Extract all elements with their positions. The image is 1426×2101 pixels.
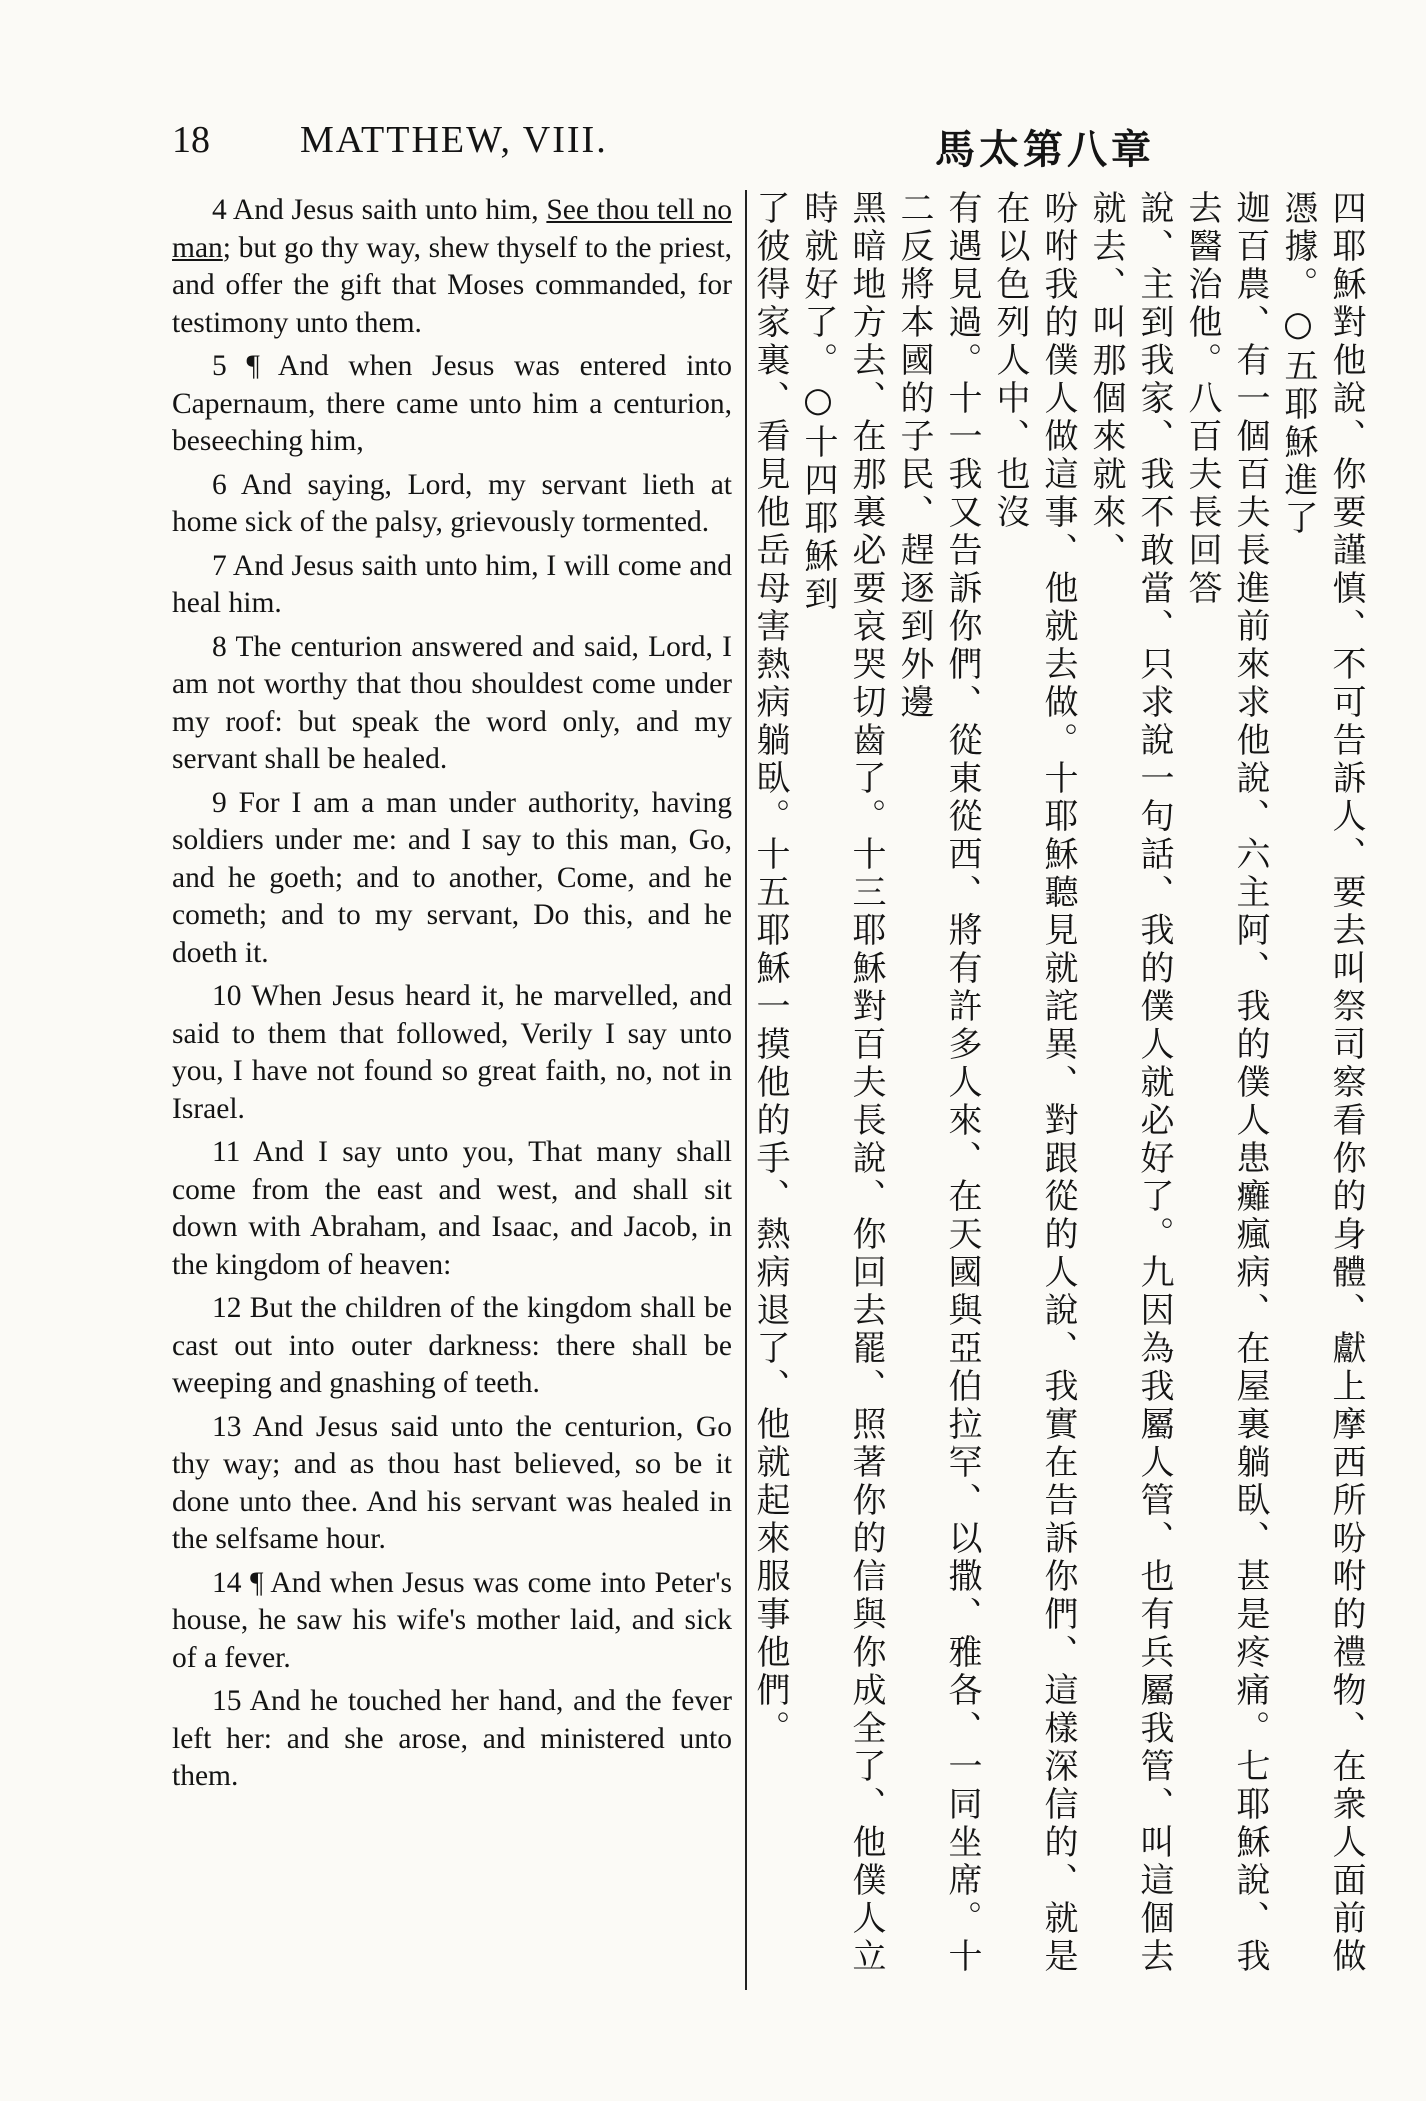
chinese-column: [750, 190, 1370, 1990]
chinese-text-column: 黑暗地方去、在那裏必要哀哭切齒了。十三耶穌對百夫長說、你回去罷、照著你的信與你成全了、他僕人立時就好了。○十四耶穌到: [798, 190, 886, 1976]
verse-7: 7 And Jesus saith unto him, I will come and heal him.: [172, 549, 732, 619]
verse-5: 5 ¶ And when Jesus was entered into Capernaum, there came unto him a centurion, beseeching him,: [172, 350, 732, 457]
verse-15: 15 And he touched her hand, and the fever left her: and she arose, and ministered unto them.: [172, 1685, 732, 1792]
english-column: [172, 192, 732, 1802]
page-number: 18: [172, 119, 210, 161]
chinese-text-column: 四耶穌對他說、你要謹慎、不可告訴人、要去叫祭司察看你的身體、獻上摩西所吩咐的禮物、在衆人面前做憑據。○五耶穌進了: [1278, 190, 1366, 1976]
verse-6: 6 And saying, Lord, my servant lieth at home sick of the palsy, grievously tormented.: [172, 468, 732, 538]
verse-4: [172, 192, 732, 342]
underlined-text: See thou tell no man: [172, 194, 732, 264]
chinese-text-column: 吩咐我的僕人做這事、他就去做。十耶穌聽見就詫異、對跟從的人說、我實在告訴你們、這樣深信的、就是在以色列人中、也沒: [990, 190, 1078, 1976]
verse-10: 10 When Jesus heard it, he marvelled, and said to them that followed, Verily I say unto you, I have not found so great faith, no, not in Israel.: [172, 980, 732, 1125]
verse-14: 14 ¶ And when Jesus was come into Peter's house, he saw his wife's mother laid, and sick of a fever.: [172, 1566, 732, 1674]
chinese-running-head: 馬太第八章: [935, 127, 1155, 173]
chinese-text-column: 有遇見過。十一我又告訴你們、從東從西、將有許多人來、在天國與亞伯拉罕、以撒、雅各、一同坐席。十二反將本國的子民、趕逐到外邊: [894, 190, 982, 1976]
verse-text: 4 And Jesus saith unto him,: [212, 194, 547, 226]
verse-text: ; but go thy way, shew thyself to the priest, and offer the gift that Moses commanded, for testimony unto them.: [172, 231, 732, 339]
running-head: MATTHEW, VIII.: [300, 119, 608, 161]
chinese-text-column: 說、主到我家、我不敢當、只求說一句話、我的僕人就必好了。九因為我屬人管、也有兵屬我管、叫這個去就去、叫那個來就來、: [1086, 190, 1174, 1976]
chinese-text-column: 了彼得家裏、看見他岳母害熱病躺臥。十五耶穌一摸他的手、熱病退了、他就起來服事他們。: [750, 190, 790, 1748]
verse-13: 13 And Jesus said unto the centurion, Go thy way; and as thou hast believed, so be it done unto thee. And his servant was healed in the selfsame hour.: [172, 1410, 732, 1555]
verse-11: 11 And I say unto you, That many shall come from the east and west, and shall sit down with Abraham, and Isaac, and Jacob, in the kingdom of heaven:: [172, 1136, 732, 1281]
verse-8: 8 The centurion answered and said, Lord, I am not worthy that thou shouldest come under my roof: but speak the word only, and my servant shall be healed.: [172, 630, 732, 775]
chinese-text-column: 迦百農、有一個百夫長進前來求他說、六主阿、我的僕人患癱瘋病、在屋裏躺臥、甚是疼痛。七耶穌說、我去醫治他。八百夫長回答: [1182, 190, 1270, 1976]
verse-9: 9 For I am a man under authority, having soldiers under me: and I say to this man, Go, and he goeth; and to another, Come, and he cometh; and to my servant, Do this, and he doeth it.: [172, 786, 732, 969]
verse-12: 12 But the children of the kingdom shall be cast out into outer darkness: there shall be weeping and gnashing of teeth.: [172, 1292, 732, 1399]
